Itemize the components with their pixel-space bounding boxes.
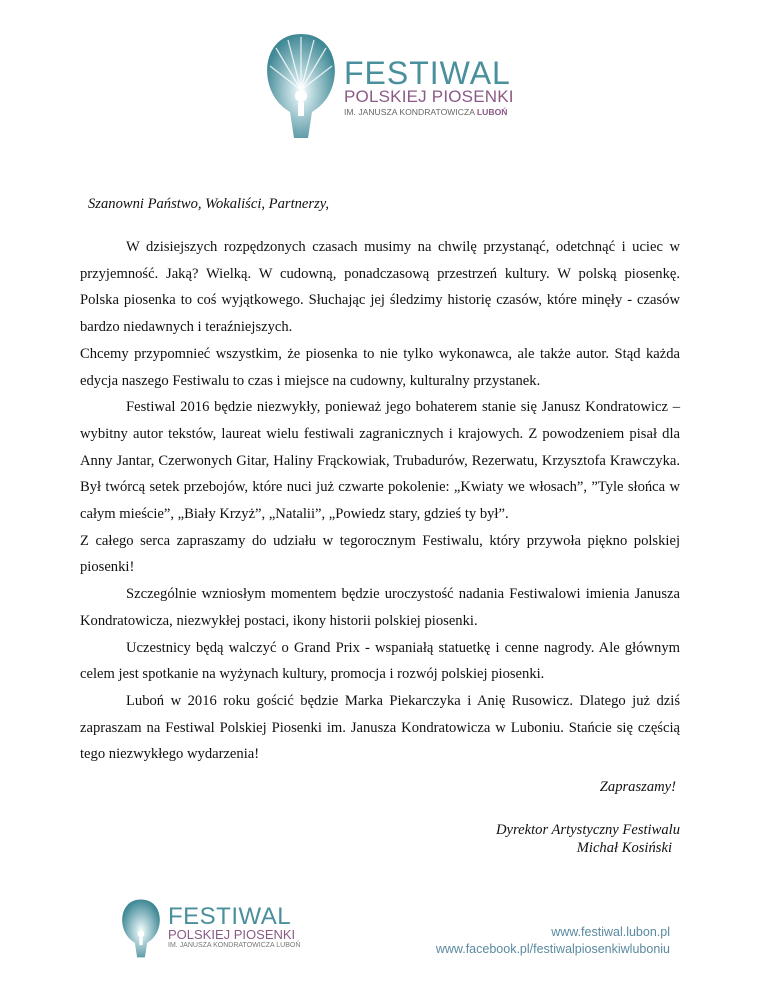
signature-name: Michał Kosiński — [576, 840, 672, 856]
letter-body — [80, 234, 680, 768]
paragraph: Luboń w 2016 roku gościć będzie Marka Piekarczyka i Anię Rusowicz. Dlatego już dziś zapraszam na Festiwal Polskiej Piosenki im. Janusza Kondratowicza w Luboniu. Stańcie się częścią tego niezwykłego wydarzenia! — [80, 692, 680, 763]
logo-dedication-text: IM. JANUSZA KONDRATOWICZA — [344, 107, 475, 117]
paragraph: Uczestnicy będą walczyć o Grand Prix - wspaniałą statuetkę i cenne nagrody. Ale głównym celem jest spotkanie na wyżynach kultury, promocja i rozwój polskiej piosenki. — [80, 639, 680, 683]
footer-logo-dedication: IM. JANUSZA KONDRATOWICZA LUBOŃ — [168, 942, 301, 949]
microphone-logo-icon — [256, 28, 346, 146]
signature — [496, 821, 680, 857]
salutation: Szanowni Państwo, Wokaliści, Partnerzy, — [88, 196, 330, 212]
paragraph: Chcemy przypomnieć wszystkim, że piosenka to nie tylko wykonawca, ale także autor. Stąd każda edycja naszego Festiwalu to czas i miejsce na cudowny, kulturalny przystanek. — [80, 345, 680, 389]
website-link[interactable]: www.festiwal.lubon.pl — [551, 925, 670, 939]
logo-title: FESTIWAL — [344, 55, 511, 91]
paragraph: Z całego serca zapraszamy do udziału w tegorocznym Festiwalu, który przywoła piękno polskiej piosenki! — [80, 532, 680, 576]
microphone-logo-icon — [116, 894, 166, 964]
signature-title: Dyrektor Artystyczny Festiwalu — [495, 822, 680, 838]
logo-dedication — [344, 106, 514, 118]
paragraph: Festiwal 2016 będzie niezwykły, ponieważ jego bohaterem stanie się Janusz Kondratowicz – wybitny autor tekstów, laureat wielu festiwali zagranicznych i krajowych. Z powodzeniem pisał dla Anny Jantar, Czerwonych Gitar, Haliny Frąckowiak, Trubadurów, Rezerwatu, Krzysztofa Krawczyka. Był twórcą setek przebojów, które nuci już czwarte pokolenie: „Kwiaty we włosach”, ”Tyle słońca w całym mieście”, „Biały Krzyż”, „Natalii”, „Powiedz stary, gdzieś ty był”. — [80, 399, 680, 523]
paragraph: Szczególnie wzniosłym momentem będzie uroczystość nadania Festiwalowi imienia Janusza Kondratowicza, niezwykłej postaci, ikony historii polskiej piosenki. — [80, 586, 680, 629]
logo-city: LUBOŃ — [476, 107, 508, 117]
festival-logo — [256, 28, 516, 146]
footer-logo-title: FESTIWAL — [168, 903, 292, 930]
facebook-link[interactable]: www.facebook.pl/festiwalpiosenkiwluboniu — [435, 942, 670, 956]
footer-links — [436, 924, 670, 958]
paragraph: W dzisiejszych rozpędzonych czasach musimy na chwilę przystanąć, odetchnąć i uciec w przyjemność. Jaką? Wielką. W cudowną, ponadczasową przestrzeń kultury. W polską piosenkę. Polska piosenka to coś wyjątkowego. Słuchając jej śledzimy historię czasów, które minęły - czasów bardzo niedawnych i teraźniejszych. — [80, 239, 680, 336]
footer-logo-subtitle: POLSKIEJ PIOSENKI — [168, 927, 296, 942]
logo-subtitle: POLSKIEJ PIOSENKI — [344, 87, 514, 106]
closing: Zapraszamy! — [599, 779, 676, 795]
footer — [112, 888, 682, 968]
